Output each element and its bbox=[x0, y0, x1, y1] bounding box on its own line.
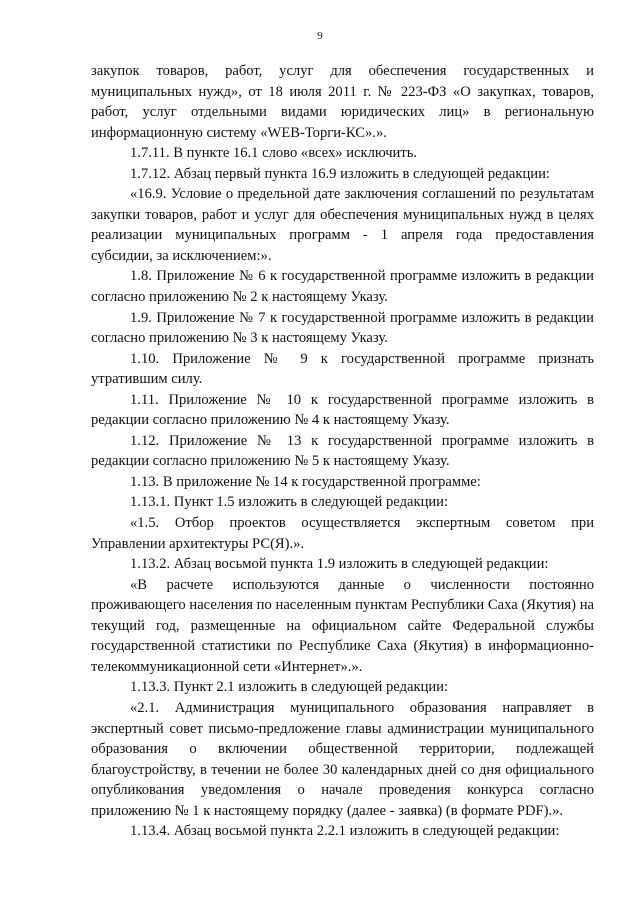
paragraph: «1.5. Отбор проектов осуществляется экспертным советом при Управлении архитектуры РС(Я).». bbox=[91, 515, 594, 552]
paragraph: 1.13. В приложение № 14 к государственной программе: bbox=[130, 473, 481, 490]
paragraph: «В расчете используются данные о численности постоянно проживающего населения по населенным пунктам Республики Саха (Якутия) на текущий год, размещенные на официальном сайте Федеральной службы государственной статистики по Республике Саха (Якутия) в информационно-телекоммуникационной сети «Интернет».». bbox=[91, 576, 594, 675]
paragraph: 1.13.2. Абзац восьмой пункта 1.9 изложить в следующей редакции: bbox=[130, 556, 549, 573]
document-body bbox=[91, 61, 594, 842]
paragraph: 1.12. Приложение № 13 к государственной программе изложить в редакции согласно приложению № 5 к настоящему Указу. bbox=[91, 432, 594, 470]
page-number: 9 bbox=[317, 30, 323, 42]
paragraph: 1.13.4. Абзац восьмой пункта 2.2.1 изложить в следующей редакции: bbox=[130, 823, 560, 840]
paragraph: «2.1. Администрация муниципального образования направляет в экспертный совет письмо-предложение главы администрации муниципального образования о включении общественной территории, подлежащей благоустройству, в течении не более 30 календарных дней со дня официального опубликования уведомления о начале проведения конкурса согласно приложению № 1 к настоящему порядку (далее - заявка) (в формате PDF).». bbox=[91, 699, 594, 819]
paragraph: «16.9. Условие о предельной дате заключения соглашений по результатам закупки товаров, работ и услуг для обеспечения муниципальных нужд в целях реализации муниципальных программ - 1 апреля года предоставления субсидии, за исключением:». bbox=[91, 186, 594, 264]
paragraph: закупок товаров, работ, услуг для обеспечения государственных и муниципальных нужд», от 18 июля 2011 г. № 223-ФЗ «О закупках, товаров, работ, услуг отдельными видами юридических лиц» в региональную информационную систему «WEB-Торги-КС».». bbox=[91, 63, 594, 141]
paragraph: 1.13.3. Пункт 2.1 изложить в следующей редакции: bbox=[130, 679, 449, 696]
paragraph: 1.13.1. Пункт 1.5 изложить в следующей редакции: bbox=[130, 494, 449, 511]
paragraph: 1.7.12. Абзац первый пункта 16.9 изложить в следующей редакции: bbox=[130, 165, 550, 182]
paragraph: 1.8. Приложение № 6 к государственной программе изложить в редакции согласно приложению № 2 к настоящему Указу. bbox=[91, 268, 594, 306]
paragraph: 1.10. Приложение № 9 к государственной программе признать утратившим силу. bbox=[91, 350, 594, 388]
paragraph: 1.9. Приложение № 7 к государственной программе изложить в редакции согласно приложению № 3 к настоящему Указу. bbox=[91, 309, 594, 347]
paragraph: 1.11. Приложение № 10 к государственной программе изложить в редакции согласно приложению № 4 к настоящему Указу. bbox=[91, 391, 594, 429]
paragraph: 1.7.11. В пункте 16.1 слово «всех» исключить. bbox=[130, 145, 418, 162]
